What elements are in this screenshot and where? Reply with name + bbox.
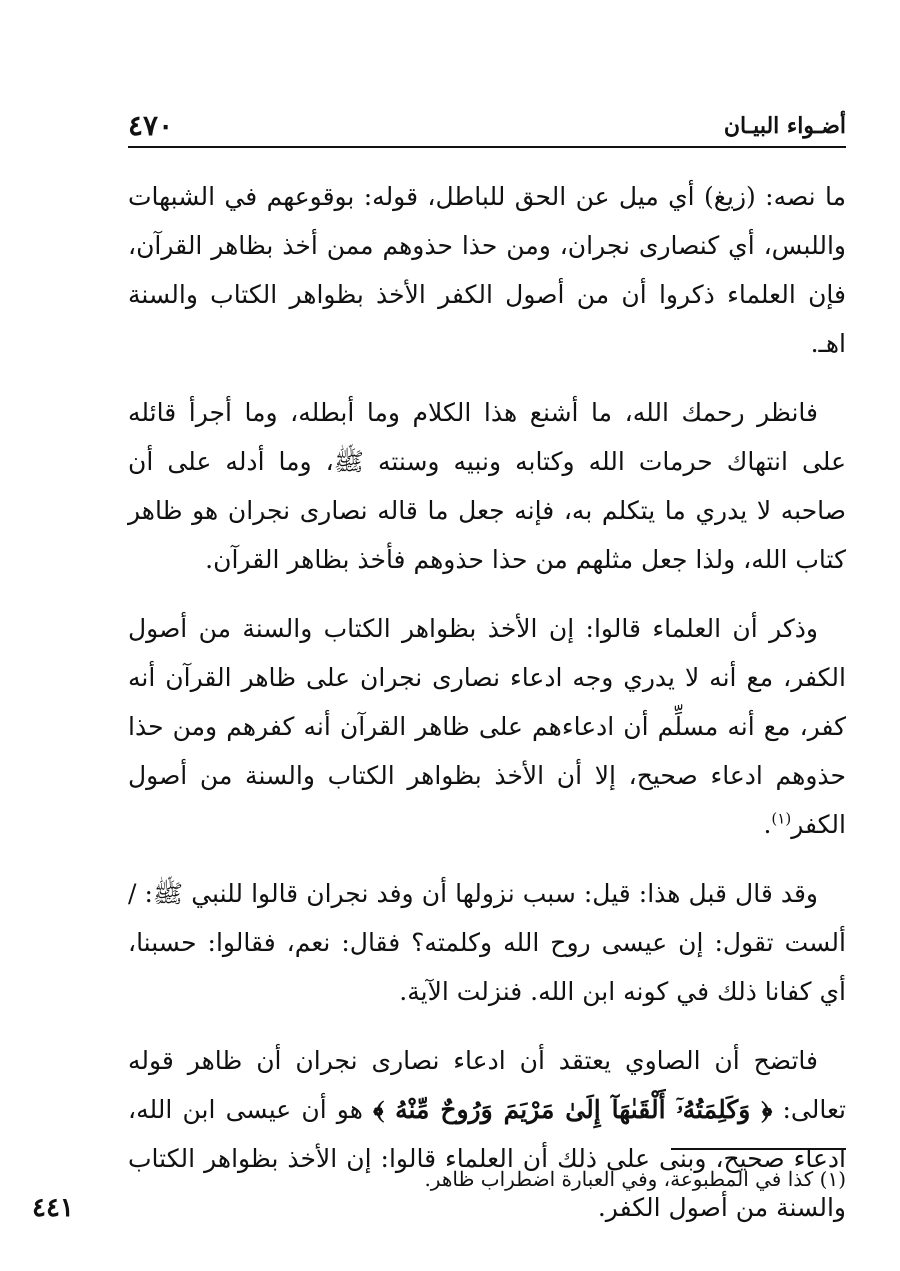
- page: [32, 100, 847, 1252]
- quran-verse: ﴿ وَكَلِمَتُهُۥٓ أَلْقَىٰهَآ إِلَىٰ مَرْيَمَ وَرُوحٌ مِّنْهُ ﴾: [373, 1095, 773, 1124]
- paragraph-2: فانظر رحمك الله، ما أشنع هذا الكلام وما أبطله، وما أجرأ قائله على انتهاك حرمات الله وكتابه ونبيه وسنته ﷺ، وما أدله على أن صاحبه لا يدري ما يتكلم به، فإنه جعل ما قاله نصارى نجران هو ظاهر كتاب الله، ولذا جعل مثلهم من حذا حذوهم فأخذ بظاهر القرآن.: [128, 398, 846, 574]
- paragraph-3: [128, 604, 846, 849]
- paragraph-5-text-after: هو أن عيسى ابن الله، ادعاء صحيح، وبنى على ذلك أن العلماء قالوا: إن الأخذ بظواهر الكتاب والسنة من أصول الكفر.: [128, 1095, 846, 1222]
- footnote: (١) كذا في المطبوعة، وفي العبارة اضطراب ظاهر.: [424, 1167, 846, 1191]
- margin-page-reference: ٤٤١: [32, 1193, 74, 1223]
- paragraph-4: وقد قال قبل هذا: قيل: سبب نزولها أن وفد نجران قالوا للنبي ﷺ: /ألست تقول: إن عيسى روح الله وكلمته؟ فقال: نعم، فقالوا: حسبنا، أي كفانا ذلك في كونه ابن الله. فنزلت الآية.: [128, 879, 846, 1006]
- paragraph-1: ما نصه: (زيغ) أي ميل عن الحق للباطل، قوله: بوقوعهم في الشبهات واللبس، أي كنصارى نجران، ومن حذا حذوهم ممن أخذ بظاهر القرآن، فإن العلماء ذكروا أن من أصول الكفر الأخذ بظواهر الكتاب والسنة اهـ.: [128, 182, 846, 358]
- paragraph-5-text-before: فاتضح أن الصاوي يعتقد أن ادعاء نصارى نجران أن ظاهر قوله تعالى:: [128, 1046, 847, 1124]
- paragraph-5: [128, 1036, 846, 1232]
- paragraph-3-end: .: [763, 810, 772, 839]
- page-number: ٤٧٠: [128, 109, 174, 142]
- footnote-separator: [671, 1148, 846, 1150]
- paragraph-3-text: وذكر أن العلماء قالوا: إن الأخذ بظواهر الكتاب والسنة من أصول الكفر، مع أنه لا يدري وجه ادعاء نصارى نجران على ظاهر القرآن أنه كفر، مع أنه مسلِّم أن ادعاءهم على ظاهر القرآن أنه كفرهم ومن حذا حذوهم ادعاء صحيح، إلا أن الأخذ بظواهر الكتاب والسنة من أصول الكفر: [128, 614, 846, 839]
- main-text: [128, 172, 846, 1232]
- running-header: [128, 100, 846, 148]
- footnote-marker[interactable]: (١): [771, 809, 792, 828]
- book-title: أضـواء البيـان: [723, 113, 846, 139]
